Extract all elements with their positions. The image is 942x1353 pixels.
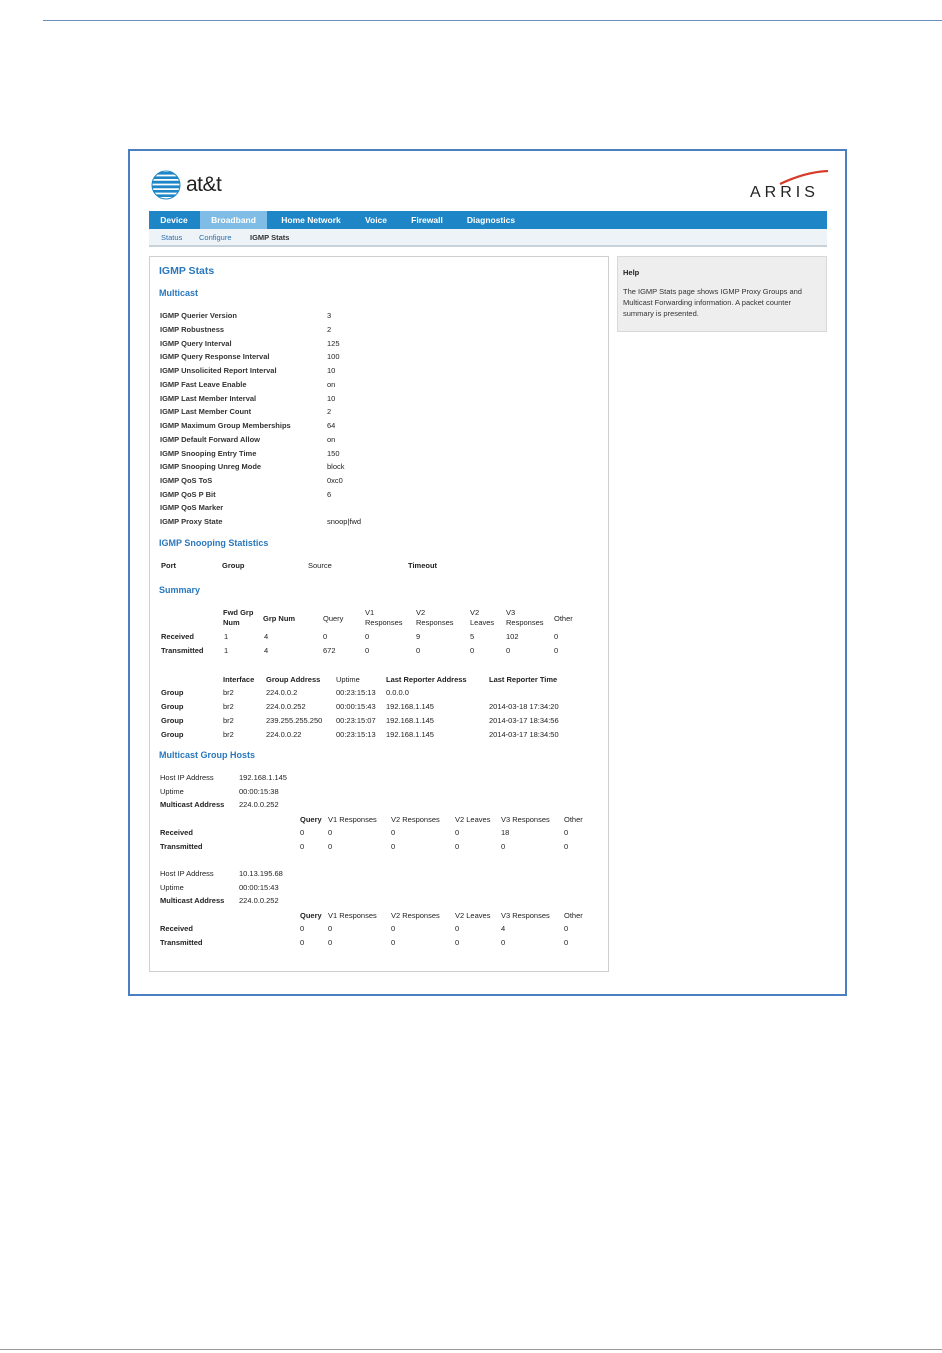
host-col-header: Other: [564, 815, 583, 824]
mc-label: IGMP Last Member Count: [160, 407, 252, 416]
mc-value: block: [327, 462, 345, 471]
page-bottom-rule: [0, 1349, 942, 1350]
host-maddr-value: 224.0.0.252: [239, 896, 279, 905]
summary-cell: 4: [264, 646, 269, 655]
summary-cell: 1: [224, 646, 229, 655]
host-col-header: Other: [564, 911, 583, 920]
hosts-heading: Multicast Group Hosts: [159, 750, 256, 760]
summary-heading: Summary: [159, 585, 201, 595]
group-reporter: 192.168.1.145: [386, 730, 434, 739]
group-time: 2014-03-18 17:34:20: [489, 702, 559, 711]
mc-value: 125: [327, 339, 340, 348]
help-title: Help: [623, 268, 640, 277]
mc-label: IGMP Snooping Unreg Mode: [160, 462, 262, 471]
group-uptime: 00:23:15:07: [336, 716, 376, 725]
page-top-rule: [43, 20, 942, 21]
group-uptime: 00:00:15:43: [336, 702, 376, 711]
mc-value: 10: [327, 394, 336, 403]
host-cell: 0: [328, 842, 333, 851]
group-interface: br2: [223, 716, 234, 725]
host-cell: 0: [455, 938, 460, 947]
host-ip-value: 192.168.1.145: [239, 773, 287, 782]
mc-label: IGMP Snooping Entry Time: [160, 449, 257, 458]
groups-col-header: Last Reporter Time: [489, 675, 558, 684]
mc-label: IGMP Robustness: [160, 325, 225, 334]
mc-value: on: [327, 380, 336, 389]
group-row-label: Group: [161, 702, 184, 711]
host-cell: 0: [455, 924, 460, 933]
host-row-label: Received: [160, 828, 193, 837]
host-col-header: V3 Responses: [501, 911, 550, 920]
summary-cell: 672: [323, 646, 336, 655]
group-uptime: 00:23:15:13: [336, 688, 376, 697]
mc-value: 2: [327, 325, 332, 334]
multicast-heading: Multicast: [159, 288, 199, 298]
group-row-label: Group: [161, 716, 184, 725]
page-title: IGMP Stats: [159, 265, 215, 277]
group-time: 2014-03-17 18:34:50: [489, 730, 559, 739]
host-cell: 0: [328, 938, 333, 947]
mc-label: IGMP Querier Version: [160, 311, 237, 320]
mc-label: IGMP QoS P Bit: [160, 490, 216, 499]
mc-value: 6: [327, 490, 332, 499]
mc-value: 100: [327, 352, 340, 361]
summary-col-header: V1 Responses: [365, 608, 403, 627]
host-row-label: Received: [160, 924, 193, 933]
host-uptime-label: Uptime: [160, 787, 184, 796]
help-text: The IGMP Stats page shows IGMP Proxy Groups and Multicast Forwarding information. A packet counter summary is presented.: [623, 287, 802, 318]
subnav-configure[interactable]: Configure: [199, 233, 232, 242]
host-cell: 0: [391, 938, 396, 947]
summary-cell: 0: [323, 632, 328, 641]
host-col-header: Query: [300, 815, 322, 824]
tab-device[interactable]: Device: [160, 215, 188, 225]
tab-home-network[interactable]: Home Network: [281, 215, 341, 225]
host-maddr-label: Multicast Address: [160, 896, 225, 905]
summary-cell: 0: [365, 646, 370, 655]
subnav-igmp-stats[interactable]: IGMP Stats: [250, 233, 290, 242]
host-col-header: V1 Responses: [328, 815, 377, 824]
host-cell: 0: [391, 924, 396, 933]
group-row-label: Group: [161, 730, 184, 739]
summary-cell: 102: [506, 632, 519, 641]
host-row-label: Transmitted: [160, 938, 203, 947]
mc-value: snoop|fwd: [327, 517, 362, 526]
host-cell: 0: [391, 842, 396, 851]
host-cell: 18: [501, 828, 510, 837]
att-globe-icon: [150, 170, 182, 200]
mc-label: IGMP QoS ToS: [160, 476, 213, 485]
tab-diagnostics[interactable]: Diagnostics: [466, 215, 516, 225]
host-col-header: V2 Responses: [391, 911, 440, 920]
host-cell: 0: [501, 842, 506, 851]
host-col-header: V1 Responses: [328, 911, 377, 920]
mc-label: IGMP Query Interval: [160, 339, 232, 348]
group-address: 224.0.0.2: [266, 688, 298, 697]
summary-cell: 1: [224, 632, 229, 641]
sub-nav: [149, 229, 827, 247]
mc-label: IGMP Unsolicited Report Interval: [160, 366, 277, 375]
summary-cell: 0: [554, 646, 559, 655]
host-cell: 0: [455, 842, 460, 851]
summary-cell: 0: [365, 632, 370, 641]
summary-row-label: Transmitted: [161, 646, 204, 655]
mc-label: IGMP Maximum Group Memberships: [160, 421, 291, 430]
group-interface: br2: [223, 702, 234, 711]
arris-brand-text: ARRIS: [750, 184, 819, 201]
host-cell: 0: [300, 828, 305, 837]
host-col-header: V2 Leaves: [455, 911, 491, 920]
tab-voice[interactable]: Voice: [364, 215, 388, 225]
host-row-label: Transmitted: [160, 842, 203, 851]
host-cell: 0: [564, 938, 569, 947]
host-col-header: V3 Responses: [501, 815, 550, 824]
host-cell: 0: [564, 828, 569, 837]
host-uptime-label: Uptime: [160, 883, 184, 892]
subnav-status[interactable]: Status: [161, 233, 183, 242]
mc-value: 2: [327, 407, 332, 416]
mc-value: 10: [327, 366, 336, 375]
host-cell: 0: [501, 938, 506, 947]
snooping-col-header: Source: [308, 561, 332, 570]
summary-cell: 0: [416, 646, 421, 655]
mc-value: 3: [327, 311, 332, 320]
arris-logo: [750, 170, 830, 202]
mc-value: 150: [327, 449, 340, 458]
summary-col-header: V2 Responses: [416, 608, 454, 627]
summary-row-label: Received: [161, 632, 194, 641]
host-cell: 0: [391, 828, 396, 837]
mc-label: IGMP QoS Marker: [160, 503, 224, 512]
groups-col-header: Group Address: [266, 675, 321, 684]
host-uptime-value: 00:00:15:43: [239, 883, 279, 892]
mc-value: 0xc0: [327, 476, 343, 485]
mc-label: IGMP Proxy State: [160, 517, 223, 526]
group-row-label: Group: [161, 688, 184, 697]
summary-cell: 0: [506, 646, 511, 655]
group-time: 2014-03-17 18:34:56: [489, 716, 559, 725]
host-ip-value: 10.13.195.68: [239, 869, 283, 878]
att-brand-text: at&t: [186, 173, 222, 196]
summary-col-header: Query: [323, 614, 344, 623]
host-cell: 4: [501, 924, 506, 933]
summary-col-header: V2 Leaves: [470, 608, 495, 627]
tab-firewall[interactable]: Firewall: [411, 215, 443, 225]
help-panel: [617, 256, 827, 332]
summary-col-header: Grp Num: [263, 614, 296, 623]
summary-cell: 4: [264, 632, 269, 641]
summary-col-header: Other: [554, 614, 573, 623]
host-maddr-value: 224.0.0.252: [239, 800, 279, 809]
mc-label: IGMP Last Member Interval: [160, 394, 257, 403]
host-cell: 0: [328, 924, 333, 933]
summary-cell: 0: [470, 646, 475, 655]
host-ip-label: Host IP Address: [160, 773, 214, 782]
tab-broadband[interactable]: Broadband: [200, 211, 267, 229]
groups-col-header: Last Reporter Address: [386, 675, 467, 684]
group-reporter: 192.168.1.145: [386, 716, 434, 725]
mc-label: IGMP Default Forward Allow: [160, 435, 261, 444]
summary-col-header: V3 Responses: [506, 608, 544, 627]
group-uptime: 00:23:15:13: [336, 730, 376, 739]
host-col-header: V2 Leaves: [455, 815, 491, 824]
mc-value: 64: [327, 421, 336, 430]
main-nav: [149, 211, 827, 229]
host-cell: 0: [300, 938, 305, 947]
host-col-header: Query: [300, 911, 322, 920]
group-interface: br2: [223, 688, 234, 697]
host-col-header: V2 Responses: [391, 815, 440, 824]
summary-cell: 9: [416, 632, 421, 641]
host-cell: 0: [300, 924, 305, 933]
group-reporter: 0.0.0.0: [386, 688, 409, 697]
host-uptime-value: 00:00:15:38: [239, 787, 279, 796]
summary-cell: 0: [554, 632, 559, 641]
group-address: 224.0.0.22: [266, 730, 302, 739]
host-cell: 0: [564, 842, 569, 851]
summary-cell: 5: [470, 632, 475, 641]
snooping-col-header: Port: [161, 561, 176, 570]
snooping-col-header: Timeout: [408, 561, 438, 570]
snooping-heading: IGMP Snooping Statistics: [159, 538, 269, 548]
host-cell: 0: [300, 842, 305, 851]
group-address: 224.0.0.252: [266, 702, 306, 711]
host-ip-label: Host IP Address: [160, 869, 214, 878]
mc-label: IGMP Fast Leave Enable: [160, 380, 247, 389]
groups-col-header: Interface: [223, 675, 255, 684]
host-cell: 0: [455, 828, 460, 837]
summary-col-header: Fwd Grp Num: [223, 608, 254, 627]
mc-value: on: [327, 435, 336, 444]
host-maddr-label: Multicast Address: [160, 800, 225, 809]
att-logo: [150, 170, 221, 200]
group-interface: br2: [223, 730, 234, 739]
host-cell: 0: [328, 828, 333, 837]
group-address: 239.255.255.250: [266, 716, 323, 725]
mc-label: IGMP Query Response Interval: [160, 352, 270, 361]
host-cell: 0: [564, 924, 569, 933]
groups-col-header: Uptime: [336, 675, 360, 684]
snooping-col-header: Group: [222, 561, 245, 570]
group-reporter: 192.168.1.145: [386, 702, 434, 711]
